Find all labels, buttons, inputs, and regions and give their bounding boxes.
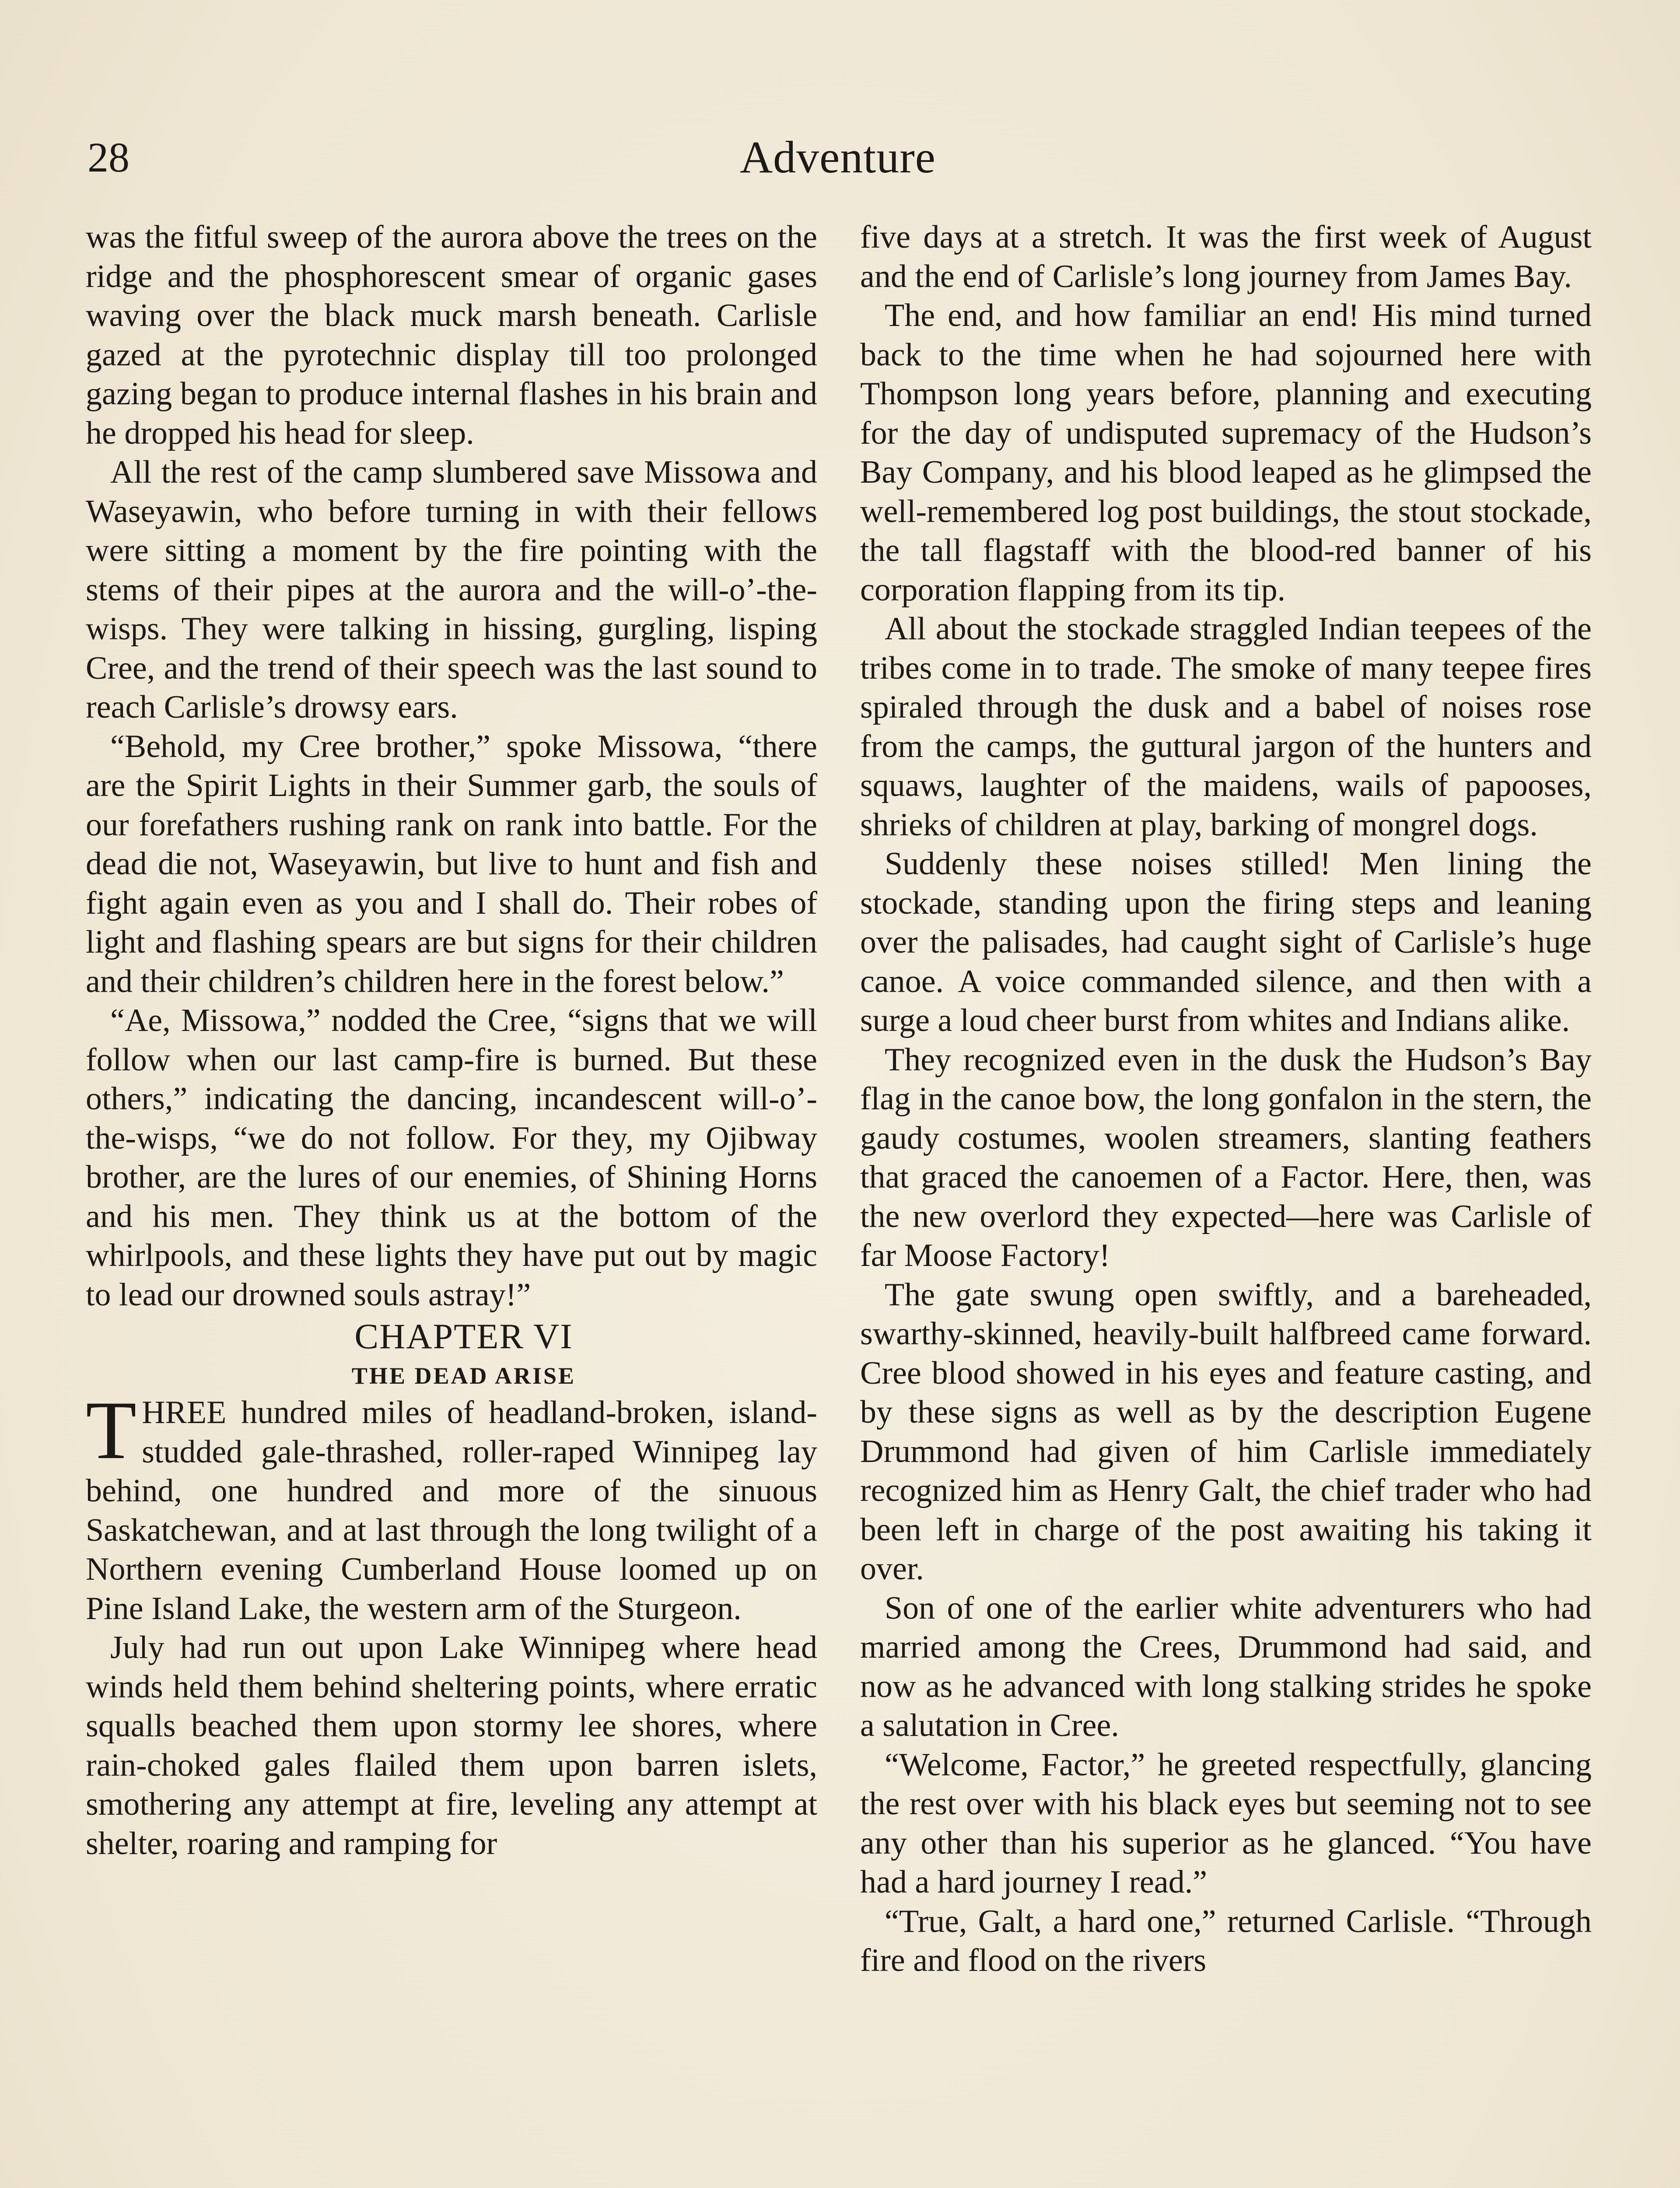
paragraph: They recognized even in the dusk the Hudson’s Bay flag in the canoe bow, the long gonfalon in the stern, the gaudy costumes, woolen streamers, slanting feathers that graced the canoemen of a Factor. Here, then, was the new overlord they expected—here was Carlisle of far Moose Factory! xyxy=(860,1041,1592,1273)
chapter-title: CHAPTER VI xyxy=(354,1316,573,1356)
page-number: 28 xyxy=(88,134,130,181)
paragraph: The end, and how familiar an end! His mind turned back to the time when he had sojourned here with Thompson long years before, planning and executing for the day of undisputed supremacy of the Hudson’s Bay Company, and his blood leaped as he glimpsed the well-remembered log post buildings, the stout stockade, the tall flagstaff with the blood-red banner of his corporation flapping from its tip. xyxy=(860,298,1592,608)
paragraph: Son of one of the earlier white adventurers who had married among the Crees, Drummond had said, and now as he advanced with long stalking strides he spoke a salutation in Cree. xyxy=(860,1590,1592,1743)
opening-text: HREE hundred miles of headland-broken, island-studded gale-thrashed, roller-raped Winnipeg lay behind, one hundred and more of the sinuous Saskatchewan, and at last through the long twilight of a Northern evening Cumberland House loomed up on Pine Island Lake, the western arm of the Sturgeon. xyxy=(86,1395,817,1627)
drop-cap: T xyxy=(86,1385,137,1476)
left-column xyxy=(86,218,817,1863)
paragraph: was the fitful sweep of the aurora above the trees on the ridge and the phosphorescent smear of organic gases waving over the black muck marsh beneath. Carlisle gazed at the pyrotechnic display till too prolonged gazing began to produce internal flashes in his brain and he dropped his head for sleep. xyxy=(86,219,817,451)
paragraph: five days at a stretch. It was the first week of August and the end of Carlisle’s long journey from James Bay. xyxy=(860,219,1592,295)
paragraph: All the rest of the camp slumbered save Missowa and Waseyawin, who before turning in with their fellows were sitting a moment by the fire pointing with the stems of their pipes at the aurora and the will-o’-the-wisps. They were talking in hissing, gurgling, lisping Cree, and the trend of their speech was the last sound to reach Carlisle’s drowsy ears. xyxy=(86,454,817,725)
paragraph: The gate swung open swiftly, and a bareheaded, swarthy-skinned, heavily-built halfbreed came forward. Cree blood showed in his eyes and feature casting, and by these signs as well as by the description Eugene Drummond had given of him Carlisle immediately recognized him as Henry Galt, the chief trader who had been left in charge of the post awaiting his taking it over. xyxy=(860,1276,1592,1587)
running-head: Adventure xyxy=(740,132,936,182)
chapter-opening-paragraph xyxy=(86,1385,817,1628)
paragraph: July had run out upon Lake Winnipeg where head winds held them behind sheltering points, where erratic squalls beached them upon stormy lee shores, where rain-choked gales flailed them upon barren islets, smothering any attempt at fire, leveling any attempt at shelter, roaring and ramping for xyxy=(86,1630,817,1862)
right-column xyxy=(860,218,1592,1981)
paragraph: “Welcome, Factor,” he greeted respectfully, glancing the rest over with his black eyes but seeming not to see any other than his superior as he glanced. “You have had a hard journey I read.” xyxy=(860,1746,1592,1900)
paragraph: “True, Galt, a hard one,” returned Carlisle. “Through fire and flood on the rivers xyxy=(860,1903,1592,1978)
paragraph: “Behold, my Cree brother,” spoke Missowa, “there are the Spirit Lights in their Summer garb, the souls of our forefathers rushing rank on rank into battle. For the dead die not, Waseyawin, but live to hunt and fish and fight again even as you and I shall do. Their robes of light and flashing spears are but signs for their children and their children’s children here in the forest below.” xyxy=(86,728,817,999)
chapter-subtitle: THE DEAD ARISE xyxy=(351,1363,576,1389)
paragraph: “Ae, Missowa,” nodded the Cree, “signs that we will follow when our last camp-fire is burned. But these others,” indicating the dancing, incandescent will-o’-the-wisps, “we do not follow. For they, my Ojibway brother, are the lures of our enemies, of Shining Horns and his men. They think us at the bottom of the whirlpools, and these lights they have put out by magic to lead our drowned souls astray!” xyxy=(86,1003,817,1313)
paragraph: All about the stockade straggled Indian teepees of the tribes come in to trade. The smoke of many teepee fires spiraled through the dusk and a babel of noises rose from the camps, the guttural jargon of the hunters and squaws, laughter of the maidens, wails of papooses, shrieks of children at play, barking of mongrel dogs. xyxy=(860,611,1592,843)
page-header xyxy=(88,127,1588,188)
paragraph: Suddenly these noises stilled! Men lining the stockade, standing upon the firing steps and leaning over the palisades, had caught sight of Carlisle’s huge canoe. A voice commanded silence, and then with a surge a loud cheer burst from whites and Indians alike. xyxy=(860,846,1592,1038)
